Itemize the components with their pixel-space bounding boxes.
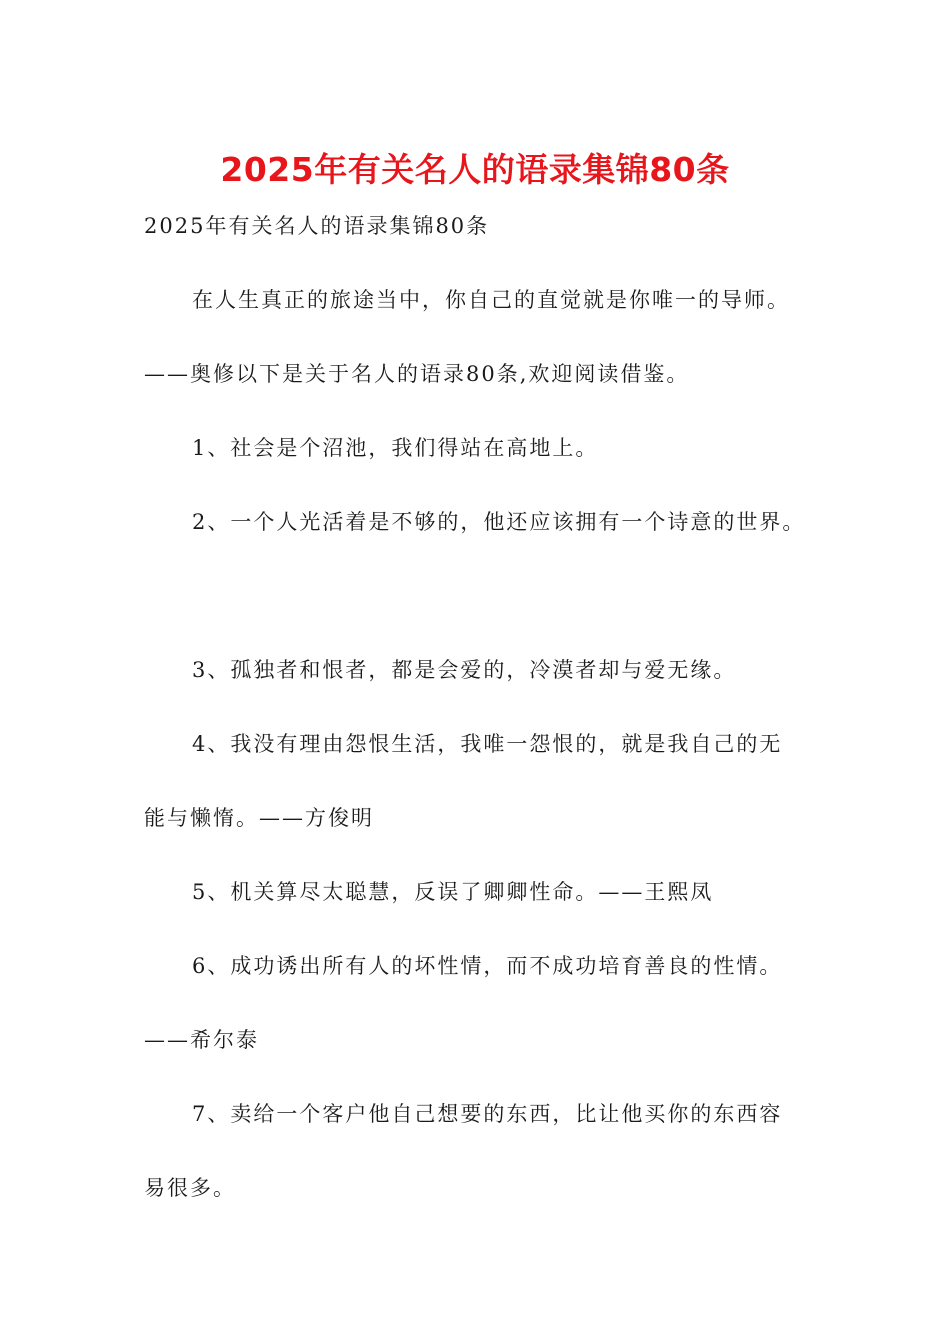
document-subtitle: 2025年有关名人的语录集锦80条 bbox=[144, 214, 490, 238]
intro-paragraph: 在人生真正的旅途当中，你自己的直觉就是你唯一的导师。 bbox=[192, 288, 790, 312]
quote-item-4: 4、我没有理由怨恨生活，我唯一怨恨的，就是我自己的无 bbox=[192, 732, 783, 756]
quote-item-6-continued: ——希尔泰 bbox=[144, 1028, 259, 1052]
quote-item-4-continued: 能与懒惰。——方俊明 bbox=[144, 806, 374, 830]
quote-item-5: 5、机关算尽太聪慧，反误了卿卿性命。——王熙凤 bbox=[192, 880, 714, 904]
quote-item-3: 3、孤独者和恨者，都是会爱的，冷漠者却与爱无缘。 bbox=[192, 658, 737, 682]
quote-item-7-continued: 易很多。 bbox=[144, 1176, 236, 1200]
intro-paragraph-continued: ——奥修以下是关于名人的语录80条,欢迎阅读借鉴。 bbox=[144, 362, 690, 386]
quote-item-1: 1、社会是个沼池，我们得站在高地上。 bbox=[192, 436, 599, 460]
document-title: 2025年有关名人的语录集锦80条 bbox=[220, 150, 730, 189]
quote-item-2: 2、一个人光活着是不够的，他还应该拥有一个诗意的世界。 bbox=[192, 510, 806, 534]
quote-item-6: 6、成功诱出所有人的坏性情，而不成功培育善良的性情。 bbox=[192, 954, 783, 978]
quote-item-7: 7、卖给一个客户他自己想要的东西，比让他买你的东西容 bbox=[192, 1102, 783, 1126]
